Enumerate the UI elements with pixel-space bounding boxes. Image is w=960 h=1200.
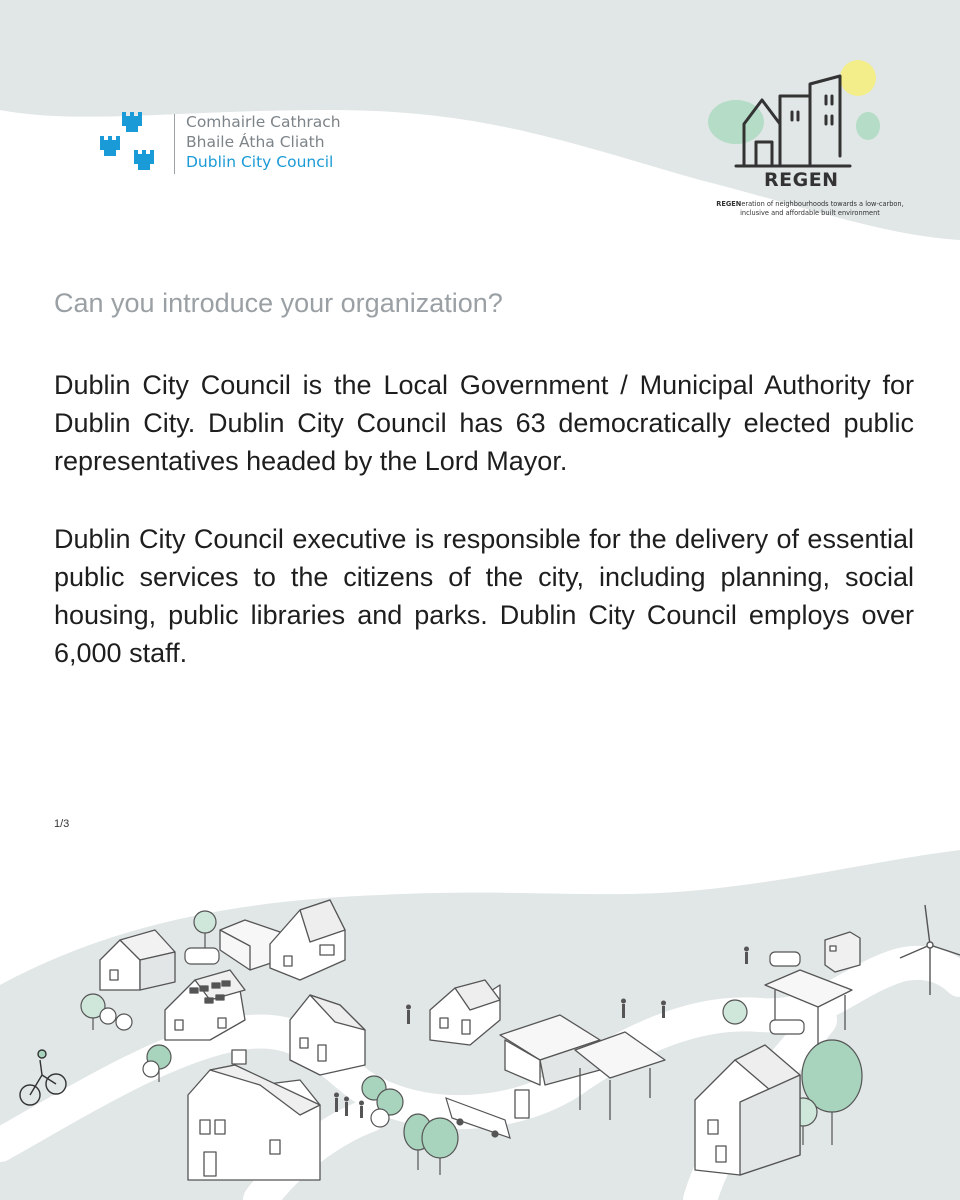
regen-tagline-line1: eration of neighbourhoods towards a low-carbon, xyxy=(741,200,904,208)
city-illustration xyxy=(0,870,960,1200)
page-indicator: 1/3 xyxy=(54,818,70,830)
council-name-english: Dublin City Council xyxy=(186,153,334,171)
regen-tagline-line2: inclusive and affordable built environment xyxy=(740,209,880,217)
council-name-irish-1: Comhairle Cathrach xyxy=(186,113,341,131)
regen-tagline-bold: REGEN xyxy=(716,200,742,208)
regen-tagline xyxy=(700,200,920,218)
intro-paragraph-2: Dublin City Council executive is responsible for the delivery of essential public services to the citizens of the city, including planning, social housing, public libraries and parks. Dublin City Council employs over 6,000 staff. xyxy=(54,524,914,668)
question-heading: Can you introduce your organization? xyxy=(54,288,503,318)
council-name-irish-2: Bhaile Átha Cliath xyxy=(186,133,325,151)
dublin-city-council-logo xyxy=(98,110,378,182)
regen-logo xyxy=(700,56,904,226)
regen-houses-icon xyxy=(700,56,900,176)
council-name xyxy=(186,112,341,172)
logo-divider xyxy=(174,114,175,174)
intro-paragraph-1: Dublin City Council is the Local Government / Municipal Authority for Dublin City. Dublin City Council has 63 democratically elected public representatives headed by the Lord Mayor. xyxy=(54,370,914,476)
regen-name: REGEN xyxy=(764,169,839,191)
castle-towers-icon xyxy=(98,110,162,176)
